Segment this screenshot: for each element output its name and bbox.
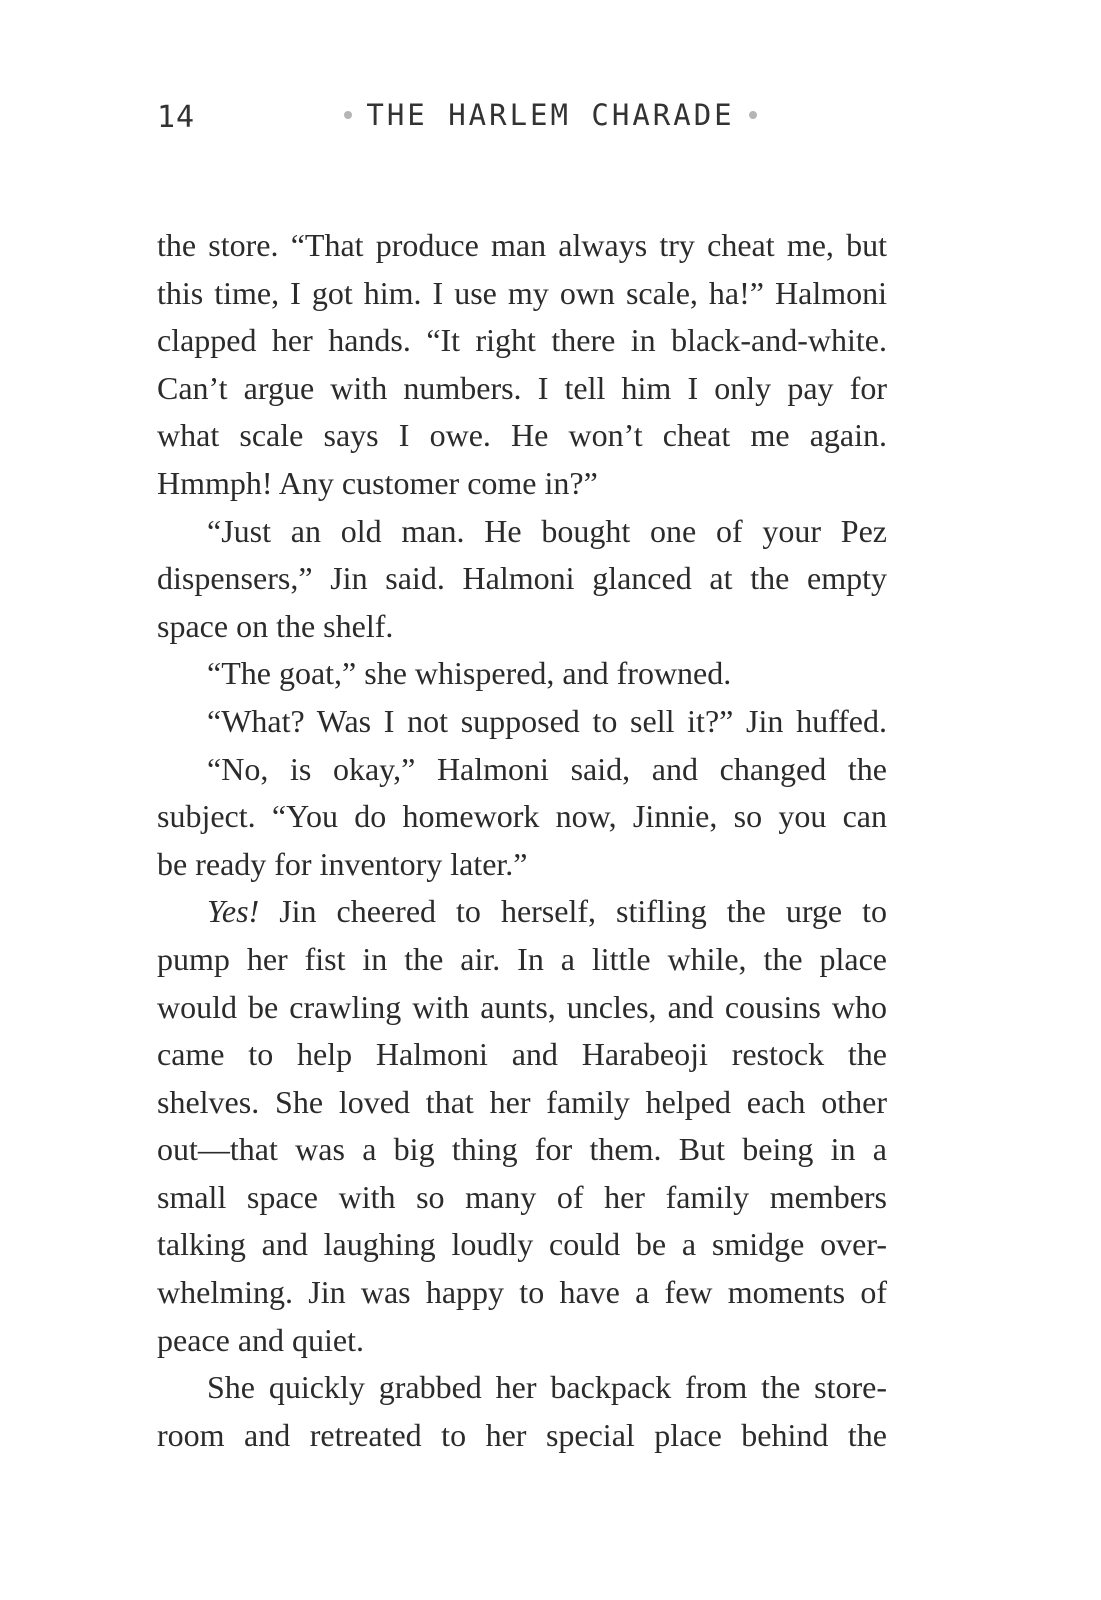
- text-line: peace and quiet.: [157, 1321, 364, 1358]
- text-line: small space with so many of her family members: [157, 1178, 887, 1215]
- text-line: Can’t argue with numbers. I tell him I only pay for: [157, 369, 887, 406]
- text-line: space on the shelf.: [157, 607, 394, 644]
- running-title-group: [0, 98, 1101, 132]
- text-line: subject. “You do homework now, Jinnie, so you can: [157, 798, 887, 835]
- left-dot-ornament-icon: [344, 111, 352, 119]
- text-line: what scale says I owe. He won’t cheat me again.: [157, 417, 887, 454]
- italic-lead: Yes!: [207, 893, 260, 930]
- page-number: 14: [157, 100, 196, 135]
- paragraph: [157, 222, 887, 508]
- paragraph: [157, 746, 887, 889]
- text-line: whelming. Jin was happy to have a few moments of: [157, 1274, 887, 1311]
- text-line: clapped her hands. “It right there in black-and-white.: [157, 322, 887, 359]
- paragraph: [157, 1364, 887, 1459]
- text-line: “Just an old man. He bought one of your Pez: [207, 512, 887, 549]
- running-header: [0, 98, 1101, 146]
- text-line: [157, 888, 887, 936]
- text-line: would be crawling with aunts, uncles, and cousins who: [157, 988, 887, 1025]
- paragraph: [157, 888, 887, 1364]
- text-line: came to help Halmoni and Harabeoji restock the: [157, 1036, 887, 1073]
- text-line: dispensers,” Jin said. Halmoni glanced at the empty: [157, 560, 887, 597]
- text-line: Hmmph! Any customer come in?”: [157, 464, 598, 501]
- paragraph: [157, 698, 887, 746]
- text-line: “The goat,” she whispered, and frowned.: [207, 655, 732, 692]
- text-line: shelves. She loved that her family helped each other: [157, 1083, 887, 1120]
- text-line: “No, is okay,” Halmoni said, and changed the: [207, 750, 887, 787]
- text-line: the store. “That produce man always try cheat me, but: [157, 227, 887, 263]
- book-title: THE HARLEM CHARADE: [366, 98, 735, 132]
- text-line: talking and laughing loudly could be a smidge over-: [157, 1226, 887, 1263]
- right-dot-ornament-icon: [749, 111, 757, 119]
- text-line: “What? Was I not supposed to sell it?” Jin huffed.: [207, 702, 887, 739]
- text-line: be ready for inventory later.”: [157, 845, 528, 882]
- text-line: room and retreated to her special place behind the: [157, 1416, 887, 1453]
- text-line: out—that was a big thing for them. But being in a: [157, 1131, 887, 1168]
- paragraph: [157, 508, 887, 651]
- text-line: She quickly grabbed her backpack from the store-: [207, 1369, 887, 1406]
- text-line: pump her fist in the air. In a little while, the place: [157, 940, 887, 977]
- paragraph: [157, 650, 887, 698]
- body-text: [157, 222, 887, 1459]
- text-line: this time, I got him. I use my own scale, ha!” Halmoni: [157, 274, 887, 311]
- text-line-rest: Jin cheered to herself, stifling the urge to: [259, 893, 887, 930]
